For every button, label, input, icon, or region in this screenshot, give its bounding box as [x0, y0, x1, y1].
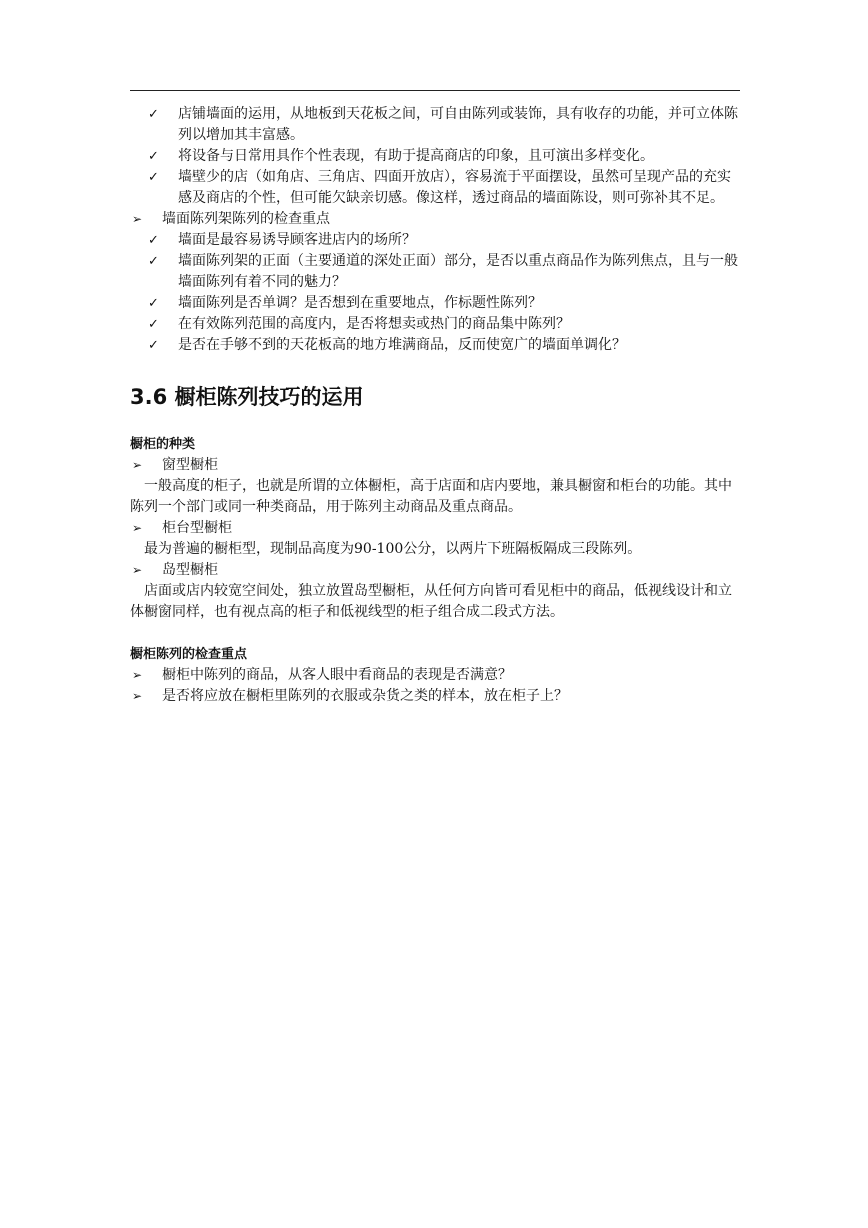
list-item: [130, 104, 742, 146]
subheading-cabinet-types: 橱柜的种类: [130, 437, 196, 452]
list-item-text: 墙面是最容易诱导顾客进店内的场所？: [178, 232, 416, 248]
list-item-text: 橱柜中陈列的商品，从客人眼中看商品的表现是否满意？: [162, 667, 512, 683]
list-item: [130, 251, 742, 293]
spacer: [130, 623, 742, 644]
arrow-bullet-icon: ➢: [132, 689, 143, 703]
list-item: [130, 335, 742, 356]
bullet-heading-text: 窗型橱柜: [162, 457, 218, 473]
check-icon: ✓: [148, 317, 159, 332]
check-icon: ✓: [148, 338, 159, 353]
bullet-heading-text: 墙面陈列架陈列的检查重点: [162, 211, 330, 227]
bullet-heading: [130, 209, 742, 230]
check-icon: ✓: [148, 149, 159, 164]
check-icon: ✓: [148, 170, 159, 185]
list-item: [130, 293, 742, 314]
check-icon: ✓: [148, 107, 159, 122]
bullet-heading: [130, 560, 742, 581]
paragraph: 店面或店内较宽空间处，独立放置岛型橱柜，从任何方向皆可看见柜中的商品，低视线设计和立体橱窗同样，也有视点高的柜子和低视线型的柜子组合成二段式方法。: [130, 583, 732, 620]
section-title: 3.6 橱柜陈列技巧的运用: [130, 385, 364, 409]
list-item: [130, 167, 742, 209]
bullet-heading-text: 岛型橱柜: [162, 562, 218, 578]
paragraph: 最为普遍的橱柜型，现制品高度为90-100公分，以两片下班隔板隔成三段陈列。: [144, 541, 642, 557]
list-item: [130, 314, 742, 335]
arrow-bullet-icon: ➢: [132, 563, 143, 577]
bullet-heading: [130, 518, 742, 539]
header-rule: [130, 90, 740, 91]
arrow-bullet-icon: ➢: [132, 668, 143, 682]
subheading-cabinet-checks: 橱柜陈列的检查重点: [130, 647, 248, 662]
list-item-text: 店铺墙面的运用，从地板到天花板之间，可自由陈列或装饰，具有收存的功能，并可立体陈列以增加其丰富感。: [178, 106, 738, 143]
arrow-bullet-icon: ➢: [132, 521, 143, 535]
check-icon: ✓: [148, 233, 159, 248]
paragraph: 一般高度的柜子，也就是所谓的立体橱柜，高于店面和店内要地，兼具橱窗和柜台的功能。其中陈列一个部门或同一种类商品，用于陈列主动商品及重点商品。: [130, 478, 732, 515]
list-item-text: 墙壁少的店（如角店、三角店、四面开放店），容易流于平面摆设，虽然可呈现产品的充实感及商店的个性，但可能欠缺亲切感。像这样，透过商品的墙面陈设，则可弥补其不足。: [178, 169, 731, 206]
list-item: [130, 686, 742, 707]
bullet-heading-text: 柜台型橱柜: [162, 520, 232, 536]
arrow-bullet-icon: ➢: [132, 458, 143, 472]
list-item: [130, 665, 742, 686]
check-icon: ✓: [148, 254, 159, 269]
document-body: [130, 104, 742, 707]
list-item-text: 墙面陈列架的正面（主要通道的深处正面）部分，是否以重点商品作为陈列焦点，且与一般墙面陈列有着不同的魅力？: [178, 253, 738, 290]
list-item-text: 是否在手够不到的天花板高的地方堆满商品，反而使宽广的墙面单调化？: [178, 337, 626, 353]
check-icon: ✓: [148, 296, 159, 311]
list-item-text: 墙面陈列是否单调？是否想到在重要地点，作标题性陈列？: [178, 295, 542, 311]
bullet-heading: [130, 455, 742, 476]
list-item-text: 在有效陈列范围的高度内，是否将想卖或热门的商品集中陈列？: [178, 316, 570, 332]
arrow-bullet-icon: ➢: [132, 212, 143, 226]
list-item: [130, 230, 742, 251]
list-item-text: 是否将应放在橱柜里陈列的衣服或杂货之类的样本，放在柜子上？: [162, 688, 568, 704]
list-item-text: 将设备与日常用具作个性表现，有助于提高商店的印象，且可演出多样变化。: [178, 148, 654, 164]
list-item: [130, 146, 742, 167]
